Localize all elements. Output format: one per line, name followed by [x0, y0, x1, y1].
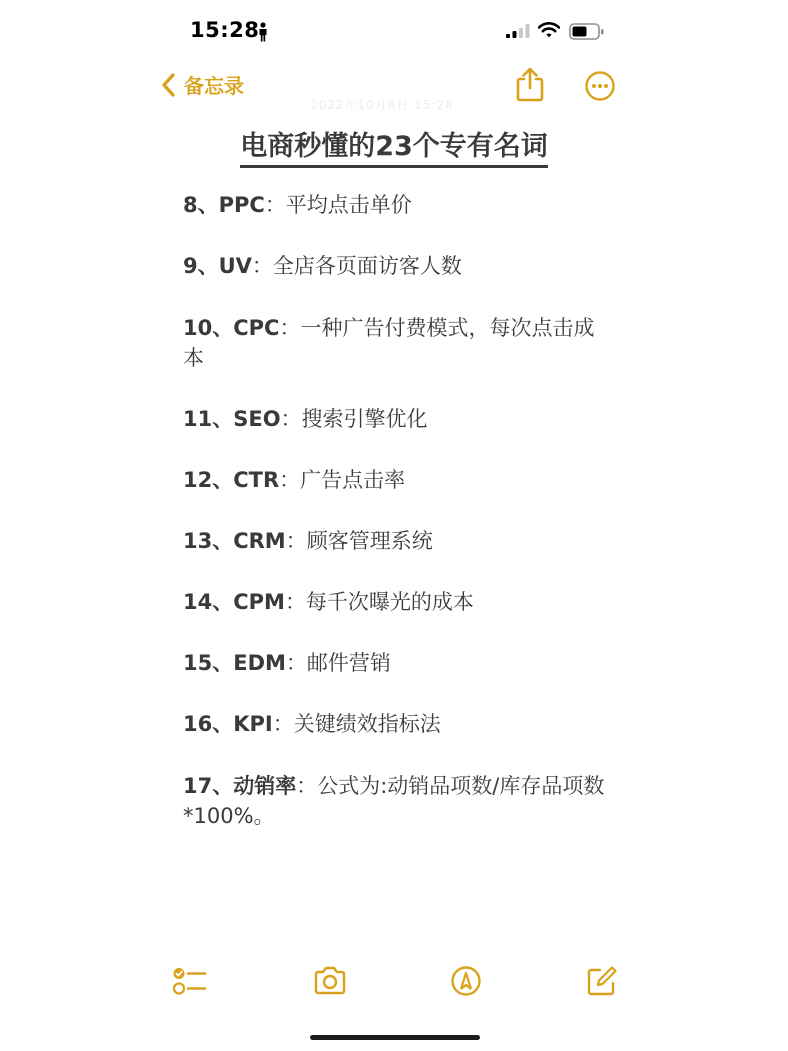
definition: ：全店各页面访客人数: [251, 254, 462, 278]
list-item: [183, 251, 613, 281]
signal-icon: [506, 24, 530, 38]
more-icon[interactable]: [584, 70, 616, 102]
list-item: [183, 313, 613, 373]
markup-icon[interactable]: [450, 965, 482, 997]
status-time: 15:28: [190, 18, 260, 42]
term: 8、PPC: [183, 193, 265, 217]
definition: ：邮件营销: [285, 651, 391, 675]
person-icon: [258, 22, 268, 42]
definition: ：关键绩效指标法: [272, 712, 441, 736]
back-button-label: 备忘录: [184, 74, 244, 98]
term: 17、动销率: [183, 774, 297, 798]
term: 14、CPM: [183, 590, 285, 614]
list-item: [183, 648, 613, 678]
battery-icon: [569, 23, 605, 41]
term: 11、SEO: [183, 407, 281, 431]
definition: ：顾客管理系统: [285, 529, 433, 553]
term: 15、EDM: [183, 651, 286, 675]
term: 16、KPI: [183, 712, 273, 736]
definition: ：公式为:动销品项数/库存品项数*100%。: [183, 774, 605, 828]
list-item: [183, 465, 613, 495]
note-title-text: 电商秒懂的23个专有名词: [240, 131, 548, 168]
definition: ：搜索引擎优化: [280, 407, 428, 431]
list-item: [183, 190, 613, 220]
share-icon[interactable]: [513, 66, 547, 102]
note-title[interactable]: [0, 124, 788, 163]
wifi-icon: [538, 22, 560, 38]
definition: ：每千次曝光的成本: [284, 590, 474, 614]
checklist-icon[interactable]: [172, 966, 208, 996]
list-item: [183, 526, 613, 556]
term: 9、UV: [183, 254, 252, 278]
note-date: 2022年10月8日 15:28: [310, 98, 454, 112]
back-button[interactable]: [160, 70, 244, 99]
term: 12、CTR: [183, 468, 280, 492]
definition: ：平均点击单价: [264, 193, 412, 217]
definition: ：广告点击率: [279, 468, 406, 492]
home-indicator[interactable]: [310, 1035, 480, 1040]
list-item: [183, 587, 613, 617]
camera-icon[interactable]: [312, 966, 348, 996]
list-item: [183, 709, 613, 739]
list-item: [183, 771, 613, 831]
definition: ：一种广告付费模式，每次点击成本: [183, 316, 595, 370]
term: 10、CPC: [183, 316, 280, 340]
chevron-left-icon: [160, 72, 176, 98]
list-item: [183, 404, 613, 434]
compose-icon[interactable]: [586, 965, 618, 997]
term: 13、CRM: [183, 529, 286, 553]
